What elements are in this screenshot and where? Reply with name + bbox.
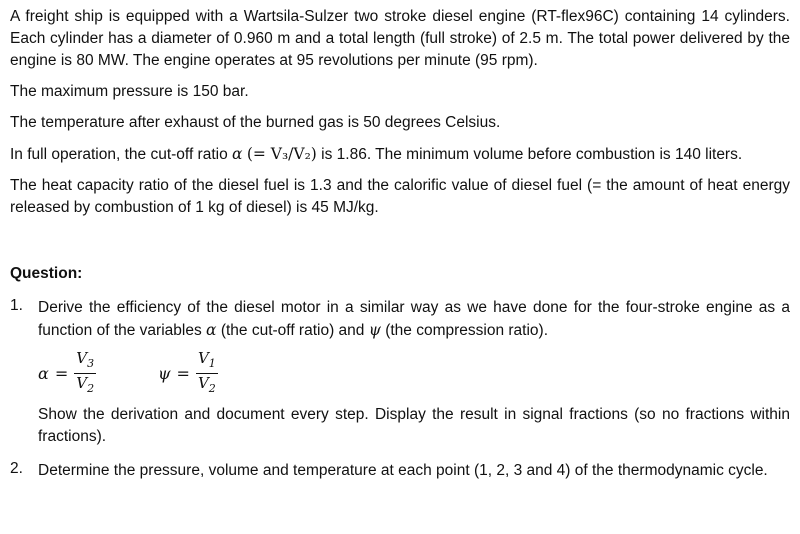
- item-1-followup: Show the derivation and document every step. Display the result in signal fractions (so no fractions within fractions).: [38, 406, 790, 445]
- question-item-1: [10, 297, 790, 448]
- alpha-symbol: α: [206, 321, 217, 339]
- item-1-text: [38, 297, 790, 342]
- cutoff-ratio-paragraph: [10, 143, 790, 166]
- psi-symbol: ψ: [368, 321, 381, 339]
- item-number: 1.: [10, 297, 23, 314]
- intro-paragraph: A freight ship is equipped with a Wartsila-Sulzer two stroke diesel engine (RT-flex96C) containing 14 cylinders. Each cylinder has a diameter of 0.960 m and a total length (full stroke) of 2.5 m. The total power delivered by the engine is 80 MW. The engine operates at 95 revolutions per minute (95 rpm).: [10, 8, 790, 69]
- item-1-text-pre: Derive the efficiency of the diesel motor in a similar way as we have done for the four-stroke engine as a function of the variables: [38, 299, 790, 339]
- max-pressure-text: The maximum pressure is 150 bar.: [10, 83, 249, 100]
- question-item-2: [10, 460, 790, 482]
- cutoff-alpha-symbol: α: [232, 145, 243, 163]
- alpha-numerator: $V_3$: [74, 349, 96, 374]
- item-1-text-mid2: (the compression ratio).: [385, 322, 549, 339]
- alpha-lhs: α: [38, 363, 49, 383]
- psi-equals: =: [176, 363, 190, 383]
- item-2-text: Determine the pressure, volume and temperature at each point (1, 2, 3 and 4) of the thermodynamic cycle.: [38, 462, 768, 479]
- cutoff-text-pre: In full operation, the cut-off ratio: [10, 146, 228, 163]
- psi-fraction: [196, 349, 218, 398]
- psi-numerator: $V_1$: [196, 349, 218, 374]
- alpha-fraction: [74, 349, 96, 398]
- cutoff-text-post: is 1.86. The minimum volume before combustion is 140 liters.: [321, 146, 743, 163]
- psi-definition: [158, 348, 218, 398]
- document-body: [10, 6, 790, 482]
- heat-capacity-paragraph: The heat capacity ratio of the diesel fuel is 1.3 and the calorific value of diesel fuel (= the amount of heat energy released by combustion of 1 kg of diesel) is 45 MJ/kg.: [10, 177, 790, 216]
- alpha-definition: [38, 348, 96, 398]
- question-heading: Question:: [10, 265, 83, 282]
- psi-denominator: $V_2$: [197, 373, 216, 395]
- exhaust-temperature-text: The temperature after exhaust of the burned gas is 50 degrees Celsius.: [10, 114, 501, 131]
- alpha-denominator: $V_2$: [76, 373, 95, 395]
- psi-lhs: ψ: [158, 363, 171, 383]
- item-number: 2.: [10, 460, 23, 477]
- alpha-equals: =: [54, 363, 69, 383]
- cutoff-definition: (= V₃/V₂): [246, 145, 317, 163]
- ratio-definitions: [38, 348, 790, 398]
- item-1-text-mid1: (the cut-off ratio) and: [220, 322, 365, 339]
